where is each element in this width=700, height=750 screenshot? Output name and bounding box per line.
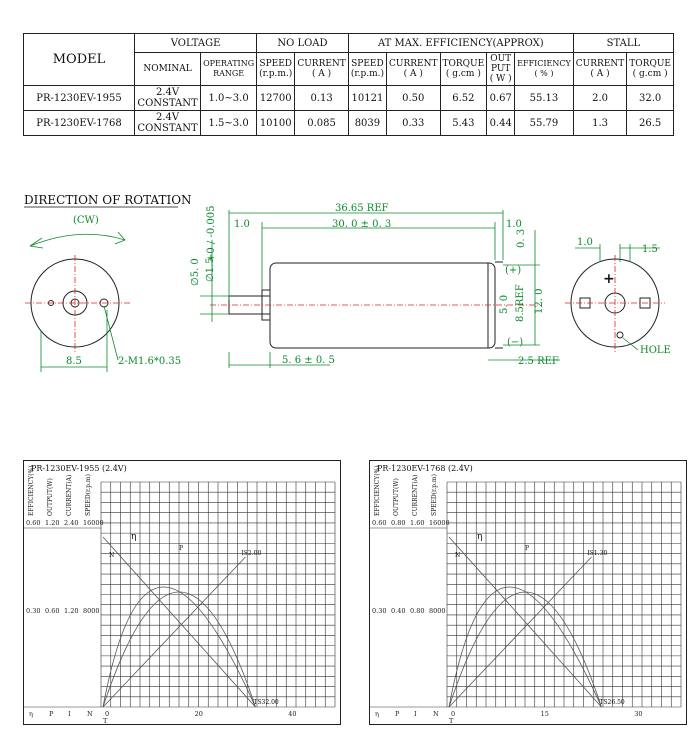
chart-title: PR-1230EV-1768 (2.4V) — [377, 464, 473, 473]
tick-label-top: 0.80 — [391, 519, 406, 527]
cell-model: PR-1230EV-1955 — [24, 86, 135, 111]
dim-body: 30. 0 ± 0. 3 — [332, 219, 392, 230]
performance-chart-1955 — [23, 460, 341, 725]
sub-operating-range: OPERATING RANGE — [201, 53, 257, 86]
cell-st-current: 2.0 — [573, 86, 626, 111]
column-label: CURRENT(A) — [66, 474, 73, 516]
axis-letter: 0 — [105, 710, 110, 718]
axis-letter: N — [87, 710, 93, 718]
rotation-arrow-icon — [30, 234, 125, 246]
front-view — [25, 255, 181, 372]
terminal-plus: (+) — [505, 265, 522, 276]
label-n: N — [109, 552, 115, 559]
dim-right-1: 1.0 — [506, 219, 522, 230]
cell-me-current: 0.33 — [387, 111, 440, 136]
tick-label-top: 0.60 — [372, 519, 387, 527]
tick-label-top: 16000 — [83, 519, 104, 527]
cell-nl-speed: 10100 — [257, 111, 295, 136]
dim-8-5ref: 8.5REF — [515, 284, 526, 322]
x-tick-label: 40 — [288, 710, 297, 718]
tick-label-mid: 0.40 — [391, 607, 406, 615]
label-ts: TS26.50 — [599, 699, 625, 706]
side-view — [190, 203, 560, 368]
cell-me-eff: 55.13 — [515, 86, 574, 111]
axis-letter: 0 — [451, 710, 456, 718]
dim-shaft-len: 5. 6 ± 0. 5 — [282, 355, 335, 366]
cell-me-torque: 6.52 — [440, 86, 487, 111]
tick-label-top: 1.20 — [45, 519, 60, 527]
dim-2-5: 2.5 REF — [518, 356, 559, 367]
cell-me-output: 0.44 — [487, 111, 515, 136]
column-label: SPEED(r.p.m) — [431, 474, 438, 516]
dim-shaft: ∅1.5 — [205, 257, 216, 282]
tick-label-mid: 8000 — [83, 607, 100, 615]
hole-label: HOLE — [640, 345, 671, 356]
header-at-max: AT MAX. EFFICIENCY(APPROX) — [348, 34, 573, 53]
direction-title: DIRECTION OF ROTATION — [24, 193, 192, 207]
x-axis-label: T — [103, 717, 108, 725]
dim-back-1: 1.0 — [577, 237, 593, 248]
sub-nominal: NOMINAL — [135, 53, 201, 86]
tick-label-mid: 0.60 — [45, 607, 60, 615]
dim-5-0: 5. 0 — [499, 294, 510, 314]
cell-nominal: 2.4V CONSTANT — [135, 86, 201, 111]
cell-range: 1.5~3.0 — [201, 111, 257, 136]
sub-me-efficiency: EFFICIENCY ( % ) — [515, 53, 574, 86]
dim-12: 12. 0 — [534, 288, 545, 314]
cell-st-current: 1.3 — [573, 111, 626, 136]
dim-back-15: 1.5 — [642, 244, 658, 255]
axis-letter: N — [433, 710, 439, 718]
table-row — [24, 111, 674, 136]
axis-letter: P — [395, 710, 400, 718]
label-p: P — [179, 545, 184, 552]
sub-nl-speed: SPEED (r.p.m.) — [257, 53, 295, 86]
cell-st-torque: 32.0 — [627, 86, 674, 111]
x-tick-label: 20 — [194, 710, 203, 718]
cell-nl-speed: 12700 — [257, 86, 295, 111]
tick-label-top: 1.60 — [410, 519, 425, 527]
dim-shaft-tol: +0 / -0.005 — [206, 205, 217, 262]
label-p: P — [525, 545, 530, 552]
tick-label-mid: 1.20 — [64, 607, 79, 615]
header-stall: STALL — [573, 34, 673, 53]
column-label: OUTPUT(W) — [393, 478, 400, 516]
column-label: EFFICIENCY(%) — [374, 465, 381, 516]
cell-me-speed: 10121 — [348, 86, 386, 111]
cell-me-torque: 5.43 — [440, 111, 487, 136]
x-tick-label: 15 — [540, 710, 549, 718]
axis-letter: I — [414, 710, 417, 718]
cw-label: (CW) — [73, 215, 99, 226]
axis-letter: I — [68, 710, 71, 718]
cell-me-current: 0.50 — [387, 86, 440, 111]
tick-label-top: 0.60 — [26, 519, 41, 527]
tick-label-mid: 0.80 — [410, 607, 425, 615]
label-eta: η — [131, 532, 137, 542]
spec-table — [23, 33, 674, 136]
tick-label-top: 16000 — [429, 519, 450, 527]
x-axis-label: T — [449, 717, 454, 725]
terminal-minus: (−) — [507, 337, 524, 348]
dim-0-3: 0. 3 — [516, 228, 527, 248]
cell-me-eff: 55.79 — [515, 111, 574, 136]
header-model: MODEL — [24, 34, 135, 86]
sub-me-speed: SPEED (r.p.m.) — [348, 53, 386, 86]
label-ts: TS32.00 — [253, 699, 279, 706]
cell-st-torque: 26.5 — [627, 111, 674, 136]
sub-st-current: CURRENT ( A ) — [573, 53, 626, 86]
sub-me-torque: TORQUE ( g.cm ) — [440, 53, 487, 86]
column-label: CURRENT(A) — [412, 474, 419, 516]
x-tick-label: 30 — [634, 710, 643, 718]
cell-me-output: 0.67 — [487, 86, 515, 111]
sub-nl-current: CURRENT ( A ) — [295, 53, 348, 86]
tick-label-mid: 8000 — [429, 607, 446, 615]
dim-front-width: 8.5 — [66, 356, 82, 367]
dim-left-1: 1.0 — [234, 219, 250, 230]
plus-mark-icon: + — [603, 271, 615, 287]
cell-model: PR-1230EV-1768 — [24, 111, 135, 136]
table-row — [24, 86, 674, 111]
tick-label-mid: 0.30 — [372, 607, 387, 615]
chart-title: PR-1230EV-1955 (2.4V) — [31, 464, 127, 473]
sub-st-torque: TORQUE ( g.cm ) — [627, 53, 674, 86]
axis-letter: η — [29, 710, 33, 718]
cell-range: 1.0~3.0 — [201, 86, 257, 111]
sub-me-current: CURRENT ( A ) — [387, 53, 440, 86]
label-is: IS1.30 — [587, 550, 608, 557]
performance-chart-1768 — [369, 460, 687, 725]
cell-me-speed: 8039 — [348, 111, 386, 136]
dim-total: 36.65 REF — [335, 203, 389, 214]
dim-screw: 2-M1.6*0.35 — [118, 356, 182, 367]
cell-nl-current: 0.13 — [295, 86, 348, 111]
header-no-load: NO LOAD — [257, 34, 349, 53]
tick-label-mid: 0.30 — [26, 607, 41, 615]
label-is: IS2.00 — [241, 550, 262, 557]
axis-letter: P — [49, 710, 54, 718]
sub-me-output: OUT PUT ( W ) — [487, 53, 515, 86]
label-n: N — [455, 552, 461, 559]
rear-view — [565, 237, 671, 356]
dim-d5: ∅5. 0 — [190, 258, 201, 286]
column-label: OUTPUT(W) — [47, 478, 54, 516]
label-eta: η — [477, 532, 483, 542]
axis-letter: η — [375, 710, 379, 718]
cell-nl-current: 0.085 — [295, 111, 348, 136]
cell-nominal: 2.4V CONSTANT — [135, 111, 201, 136]
tick-label-top: 2.40 — [64, 519, 79, 527]
column-label: SPEED(r.p.m) — [85, 474, 92, 516]
header-voltage: VOLTAGE — [135, 34, 257, 53]
column-label: EFFICIENCY(%) — [28, 465, 35, 516]
mechanical-drawing — [0, 180, 700, 380]
